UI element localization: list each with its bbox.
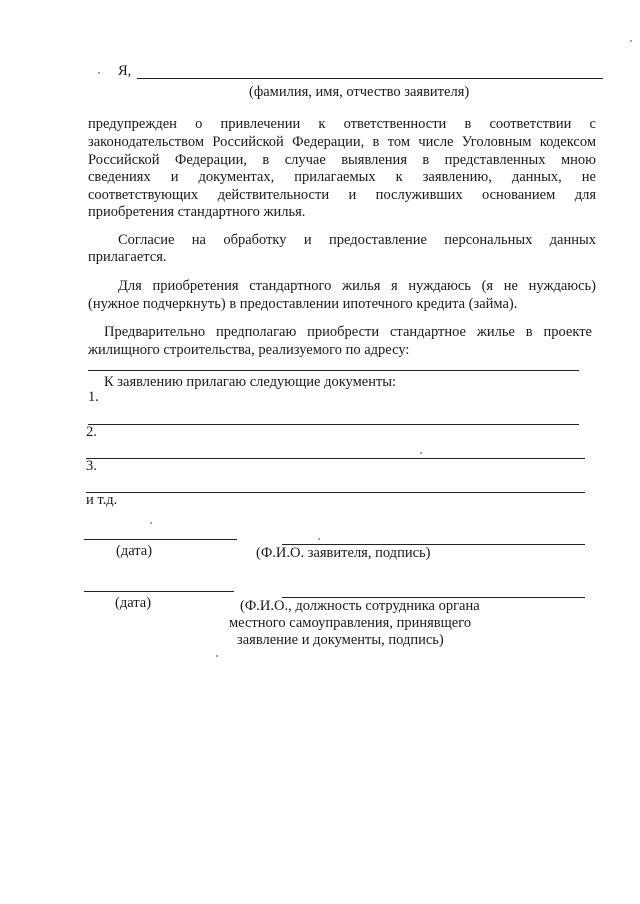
para3-line-2: (нужное подчеркнуть) в предоставлении ипотечного кредита (займа). [88,296,518,312]
officer-caption-line-2: местного самоуправления, принявщего [229,615,472,631]
documents-etc: и т.д. [86,492,118,508]
para3-line-1: Для приобретения стандартного жилья я нуждаюсь (я не нуждаюсь) [118,278,596,294]
scan-speck [98,72,100,74]
document-item-2-number: 2. [86,424,97,440]
document-item-1-number: 1. [88,389,99,405]
document-item-2-line [86,458,585,459]
date-line-1 [84,539,237,540]
para1-line-3: Российской Федерации, в случае выявления в представленных мною [88,152,596,168]
applicant-name-line [137,78,603,79]
date-line-2 [84,591,234,592]
scan-speck [150,522,152,524]
scan-speck [630,40,632,42]
para1-line-1: предупрежден о привлечении к ответственности в соответствии с [88,116,596,132]
para1-line-2: законодательством Российской Федерации, в том числе Уголовным кодексом [88,134,596,150]
scan-speck [318,538,320,540]
para1-line-6: приобретения стандартного жилья. [88,204,306,220]
para1-line-4: сведениях и документах, прилагаемых к заявлению, данных, не [88,169,596,185]
documents-intro: К заявлению прилагаю следующие документы: [104,374,397,390]
para4-line-1: Предварительно предполагаю приобрести стандартное жилье в проекте [104,324,592,340]
document-item-1-line [88,424,579,425]
fio-caption: (фамилия, имя, отчество заявителя) [249,84,470,100]
date-label-1: (дата) [116,543,153,559]
applicant-signature-caption: (Ф.И.О. заявителя, подпись) [256,545,431,561]
date-label-2: (дата) [115,595,152,611]
document-item-3-line [86,492,585,493]
scan-speck [420,452,422,454]
ya-label: Я, [118,63,132,79]
para2-line-2: прилагается. [88,249,167,265]
document-item-3-number: 3. [86,458,97,474]
address-line [88,370,579,371]
officer-caption-line-1: (Ф.И.О., должность сотрудника органа [240,598,480,614]
para2-line-1: Согласие на обработку и предоставление персональных данных [118,232,596,248]
scan-speck [216,655,218,657]
para1-line-5: соответствующих действительности и послуживших основанием для [88,187,596,203]
officer-caption-line-3: заявление и документы, подпись) [237,632,444,648]
para4-line-2: жилищного строительства, реализуемого по адресу: [88,342,410,358]
